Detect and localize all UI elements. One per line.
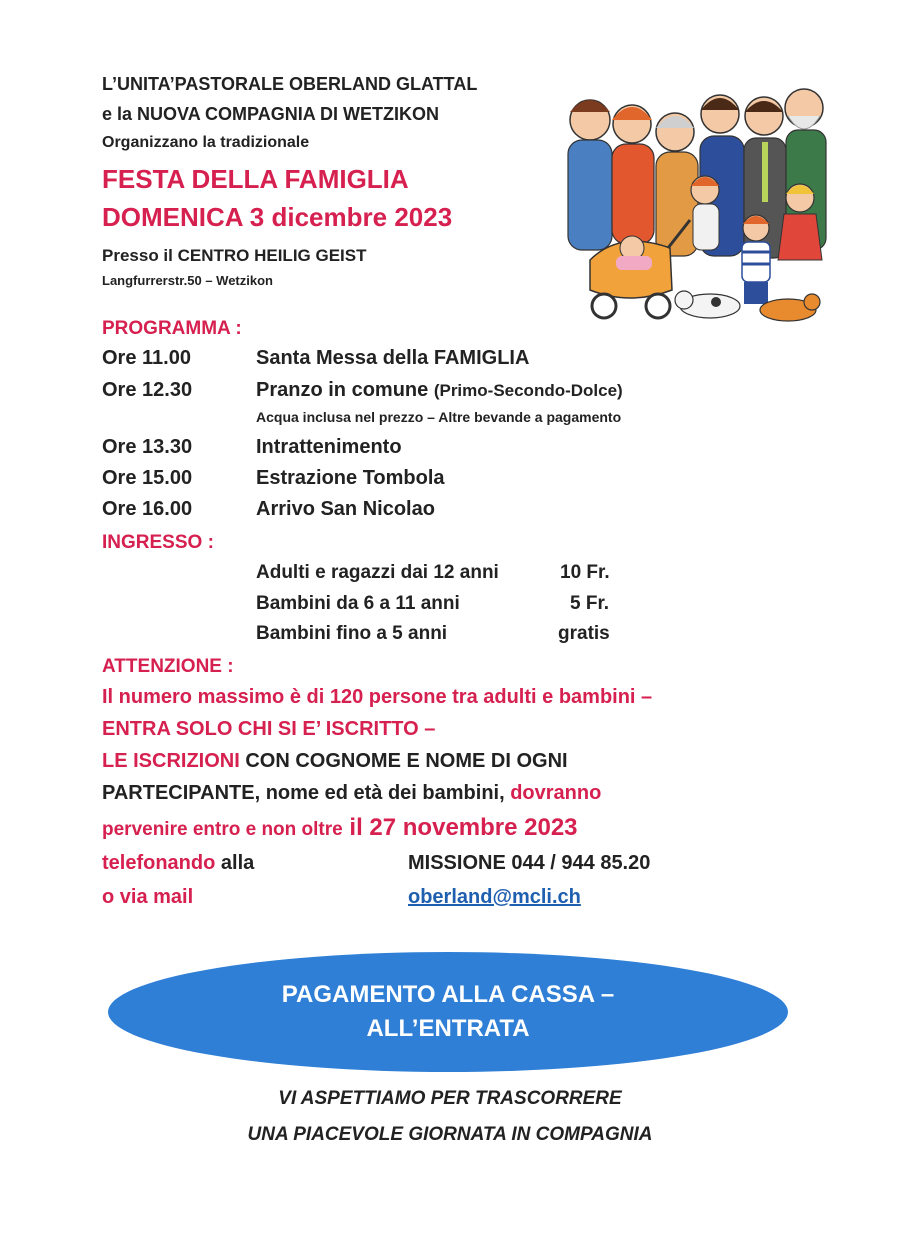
programma-heading: PROGRAMMA :: [102, 318, 242, 339]
payment-banner: [108, 952, 788, 1072]
phone-label-dark: alla: [215, 852, 255, 874]
attenzione-line-3: [102, 750, 568, 773]
programma-note: Acqua inclusa nel prezzo – Altre bevande a pagamento: [256, 409, 622, 425]
attenzione-line-5: [102, 814, 578, 842]
programma-time-1: Ore 11.00: [102, 347, 191, 369]
attenzione-line-4: [102, 782, 601, 805]
closing-line-2: UNA PIACEVOLE GIORNATA IN COMPAGNIA: [247, 1124, 653, 1145]
programma-time-3: Ore 13.30: [102, 436, 193, 458]
attenzione-heading: ATTENZIONE :: [102, 656, 234, 677]
programma-extra-2: (Primo-Secondo-Dolce): [433, 381, 623, 400]
closing-line-1: VI ASPETTIAMO PER TRASCORRERE: [278, 1088, 622, 1109]
event-address: Langfurrerstr.50 – Wetzikon: [102, 273, 273, 288]
price-label-2: Bambini da 6 a 11 anni: [256, 593, 460, 614]
programma-desc-1: Santa Messa della FAMIGLIA: [256, 347, 530, 369]
family-figures: [568, 89, 826, 321]
family-illustration: [560, 80, 828, 332]
mail-label: o via mail: [102, 886, 194, 908]
price-label-1: Adulti e ragazzi dai 12 anni: [256, 562, 499, 583]
programma-time-2: Ore 12.30: [102, 379, 193, 401]
event-title: FESTA DELLA FAMIGLIA: [102, 164, 409, 194]
email-link[interactable]: oberland@mcli.ch: [408, 886, 581, 908]
deadline-intro: pervenire entro e non oltre: [102, 819, 343, 840]
attenzione-line-3-red: LE ISCRIZIONI: [102, 750, 240, 772]
price-value-2: 5 Fr.: [570, 593, 610, 614]
programma-desc-4: Estrazione Tombola: [256, 467, 445, 489]
programma-desc-2: Pranzo in comune: [256, 379, 429, 401]
attenzione-line-1: Il numero massimo è di 120 persone tra adulti e bambini –: [102, 686, 653, 708]
programma-desc-5: Arrivo San Nicolao: [256, 498, 435, 520]
price-value-1: 10 Fr.: [560, 562, 610, 583]
event-date: DOMENICA 3 dicembre 2023: [102, 202, 453, 232]
attenzione-line-2: ENTRA SOLO CHI SI E’ ISCRITTO –: [102, 718, 436, 740]
ingresso-heading: INGRESSO :: [102, 532, 214, 553]
programma-time-5: Ore 16.00: [102, 498, 193, 520]
event-venue: Presso il CENTRO HEILIG GEIST: [102, 246, 367, 265]
attenzione-line-4-dark: PARTECIPANTE, nome ed età dei bambini,: [102, 782, 505, 804]
organizer-line-3: Organizzano la tradizionale: [102, 134, 310, 151]
phone-label: [102, 852, 254, 875]
payment-line-2: ALL’ENTRATA: [366, 1015, 530, 1042]
attenzione-line-4-red: dovranno: [504, 782, 602, 804]
phone-label-red: telefonando: [102, 852, 216, 874]
attenzione-line-3-dark: CON COGNOME E NOME DI OGNI: [239, 750, 568, 772]
price-label-3: Bambini fino a 5 anni: [256, 623, 448, 644]
phone-number[interactable]: MISSIONE 044 / 944 85.20: [408, 852, 651, 874]
programma-desc-3: Intrattenimento: [256, 436, 402, 458]
organizer-line-1: L’UNITA’PASTORALE OBERLAND GLATTAL: [102, 74, 478, 94]
programma-desc-2-line: [256, 379, 623, 402]
payment-line-1: PAGAMENTO ALLA CASSA –: [281, 981, 615, 1008]
organizer-line-2: e la NUOVA COMPAGNIA DI WETZIKON: [102, 104, 440, 124]
deadline-date: il 27 novembre 2023: [342, 814, 578, 841]
programma-time-4: Ore 15.00: [102, 467, 193, 489]
price-value-3: gratis: [558, 623, 610, 644]
